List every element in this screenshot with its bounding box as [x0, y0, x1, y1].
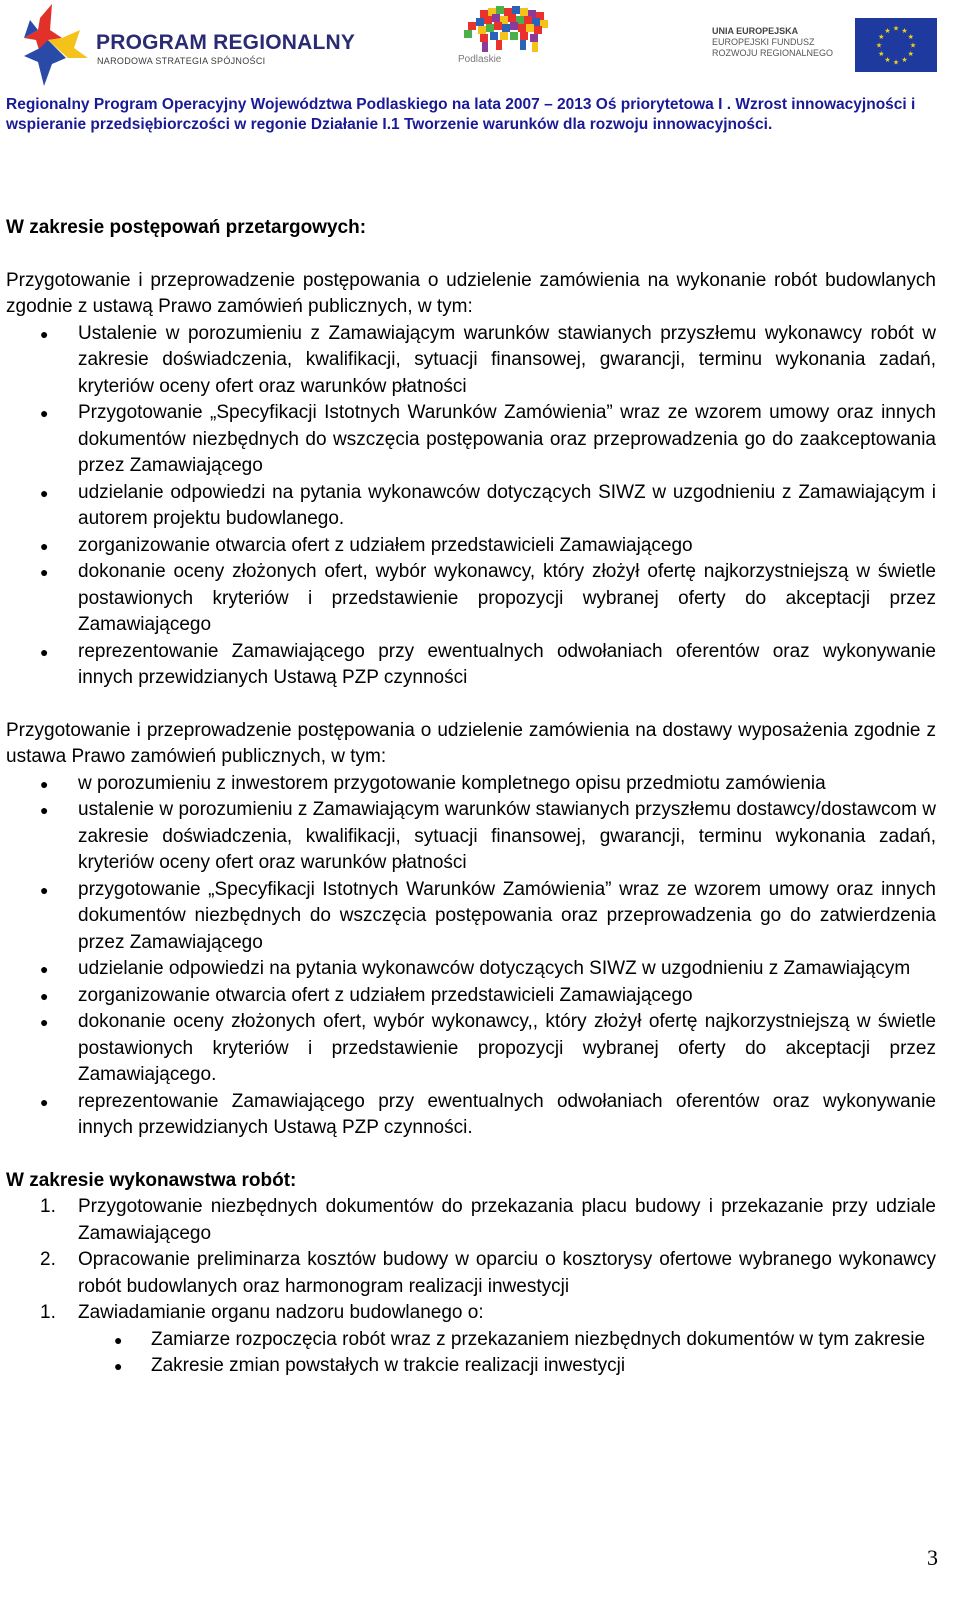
bullet-icon: ●	[40, 405, 49, 421]
bullet-icon: ●	[40, 961, 49, 977]
eu-star-icon: ★	[878, 51, 885, 58]
eu-star-icon: ★	[875, 42, 883, 50]
eu-star-icon: ★	[884, 57, 891, 65]
bullet-icon: ●	[40, 643, 49, 660]
sub-list-item: ● Zamiarze rozpoczęcia robót wraz z przekazaniem niezbędnych dokumentów w tym zakresie	[6, 1327, 936, 1354]
eu-star-icon: ★	[878, 34, 885, 41]
sub-bullet-list	[6, 1327, 936, 1380]
bullet-icon: ●	[40, 881, 49, 898]
eu-star-icon: ★	[892, 25, 900, 33]
list-item: ● ustalenie w porozumieniu z Zamawiającym warunków stawianych przyszłemu dostawcy/dostawcom w zakresie doświadczenia, kwalifikacji, sytuacji finansowej, gwarancji, terminu wykonania zadań, kryteriów oceny ofert oraz warunków płatności	[40, 799, 936, 873]
paragraph-supplies: Przygotowanie i przeprowadzenie postępowania o udzielenie zamówienia na dostawy wyposażenia zgodnie z ustawa Prawo zamówień publicznych, w tym:	[6, 719, 936, 767]
bullet-icon: ●	[114, 1358, 123, 1374]
bullet-icon: ●	[40, 775, 49, 792]
eu-line-3: ROZWOJU REGIONALNEGO	[712, 48, 834, 58]
bullet-list-supplies	[6, 771, 936, 1142]
list-item: ● dokonanie oceny złożonych ofert, wybór wykonawcy, który złożył ofertę najkorzystniejszą w świetle postawionych kryteriów i przedstawienie propozycji wybranej oferty do akceptacji przez Zamawiającego	[40, 561, 936, 635]
list-item: ● reprezentowanie Zamawiającego przy ewentualnych odwołaniach oferentów oraz wykonywanie innych przewidzianych Ustawą PZP czynności	[40, 640, 936, 688]
numbered-item: 1. Zawiadamianie organu nadzoru budowlanego o:	[40, 1302, 484, 1323]
list-item: ● zorganizowanie otwarcia ofert z udziałem przedstawicieli Zamawiającego	[6, 983, 936, 1010]
numbered-list-construction	[6, 1194, 936, 1327]
bullet-icon: ●	[40, 802, 49, 818]
bullet-icon: ●	[40, 484, 49, 501]
eu-fund-text	[712, 26, 852, 59]
numbered-item: 1. Przygotowanie niezbędnych dokumentów do przekazania placu budowy i przekazanie przy udziale Zamawiającego	[40, 1196, 936, 1244]
paragraph-works: Przygotowanie i przeprowadzenie postępowania o udzielenie zamówienia na wykonanie robót budowlanych zgodnie z ustawą Prawo zamówień publicznych, w tym:	[6, 269, 936, 317]
eu-star-icon: ★	[884, 27, 891, 35]
bullet-icon: ●	[114, 1331, 123, 1348]
list-item: ● zorganizowanie otwarcia ofert z udziałem przedstawicieli Zamawiającego	[6, 533, 936, 560]
eu-star-icon: ★	[907, 51, 914, 58]
numbered-item: 2. Opracowanie preliminarza kosztów budowy w oparciu o kosztorysy ofertowe wybranego wykonawcy robót budowlanych oraz harmonogram realizacji inwestycji	[40, 1249, 936, 1297]
bullet-list-works	[6, 321, 936, 692]
eu-star-icon: ★	[901, 57, 908, 65]
bullet-icon: ●	[40, 325, 49, 342]
page-number: 3	[927, 1545, 938, 1570]
program-intro: Regionalny Program Operacyjny Województwa Podlaskiego na lata 2007 – 2013 Oś priorytetowa I . Wzrost innowacyjności i wspieranie przedsiębiorczości w regonie Działanie I.1 Tworzenie warunków dla rozwoju innowacyjności.	[6, 96, 916, 133]
eu-star-icon: ★	[901, 27, 908, 35]
section-heading-tenders: W zakresie postępowań przetargowych:	[6, 217, 367, 238]
list-item: ● Przygotowanie „Specyfikacji Istotnych Warunków Zamówienia” wraz ze wzorem umowy oraz innych dokumentów niezbędnych do wszczęcia postępowania oraz przeprowadzenia go do zaakceptowania przez Zamawiającego	[40, 402, 936, 476]
eu-star-icon: ★	[909, 42, 917, 50]
podlaskie-label: Podlaskie	[458, 54, 502, 65]
bullet-icon: ●	[40, 564, 49, 580]
list-item: ● reprezentowanie Zamawiającego przy ewentualnych odwołaniach oferentów oraz wykonywanie innych przewidzianych Ustawą PZP czynności.	[40, 1090, 936, 1138]
list-item: ● przygotowanie „Specyfikacji Istotnych Warunków Zamówienia” wraz ze wzorem umowy oraz innych dokumentów niezbędnych do wszczęcia postępowania oraz przeprowadzenia go do zatwierdzenia przez Zamawiającego	[40, 878, 936, 953]
bullet-icon: ●	[40, 1093, 49, 1110]
bullet-icon: ●	[40, 1014, 49, 1030]
bullet-icon: ●	[40, 537, 49, 554]
list-item: ● udzielanie odpowiedzi na pytania wykonawców dotyczących SIWZ w uzgodnieniu z Zamawiającym i autorem projektu budowlanego.	[40, 481, 936, 529]
eu-star-icon: ★	[892, 59, 900, 67]
program-title: PROGRAM REGIONALNY	[96, 31, 356, 54]
list-item: ● dokonanie oceny złożonych ofert, wybór wykonawcy,, który złożył ofertę najkorzystniejszą w świetle postawionych kryteriów i przedstawienie propozycji wybranej oferty do akceptacji przez Zamawiającego.	[40, 1011, 936, 1085]
program-regionalny-logo	[22, 0, 382, 88]
list-item: ● udzielanie odpowiedzi na pytania wykonawców dotyczących SIWZ w uzgodnieniu z Zamawiającym	[6, 956, 936, 983]
eu-star-icon: ★	[907, 34, 914, 41]
sub-list-item: ● Zakresie zmian powstałych w trakcie realizacji inwestycji	[6, 1353, 936, 1380]
list-item: ● w porozumieniu z inwestorem przygotowanie kompletnego opisu przedmiotu zamówienia	[6, 771, 936, 798]
eu-line-2: EUROPEJSKI FUNDUSZ	[712, 37, 815, 47]
page-header	[0, 0, 960, 90]
list-item: ● Ustalenie w porozumieniu z Zamawiającym warunków stawianych przyszłemu wykonawcy robót w zakresie doświadczenia, kwalifikacji, sytuacji finansowej, gwarancji, terminu wykonania zadań, kryteriów oceny ofert oraz warunków płatności	[40, 322, 936, 397]
section-heading-construction: W zakresie wykonawstwa robót:	[6, 1169, 297, 1191]
bullet-icon: ●	[40, 987, 49, 1004]
document-body	[6, 215, 936, 1380]
program-subtitle: NARODOWA STRATEGIA SPÓJNOŚCI	[97, 56, 266, 66]
star-logo-icon	[22, 0, 92, 88]
eu-line-1: UNIA EUROPEJSKA	[712, 26, 799, 36]
eu-flag-icon	[855, 18, 937, 72]
